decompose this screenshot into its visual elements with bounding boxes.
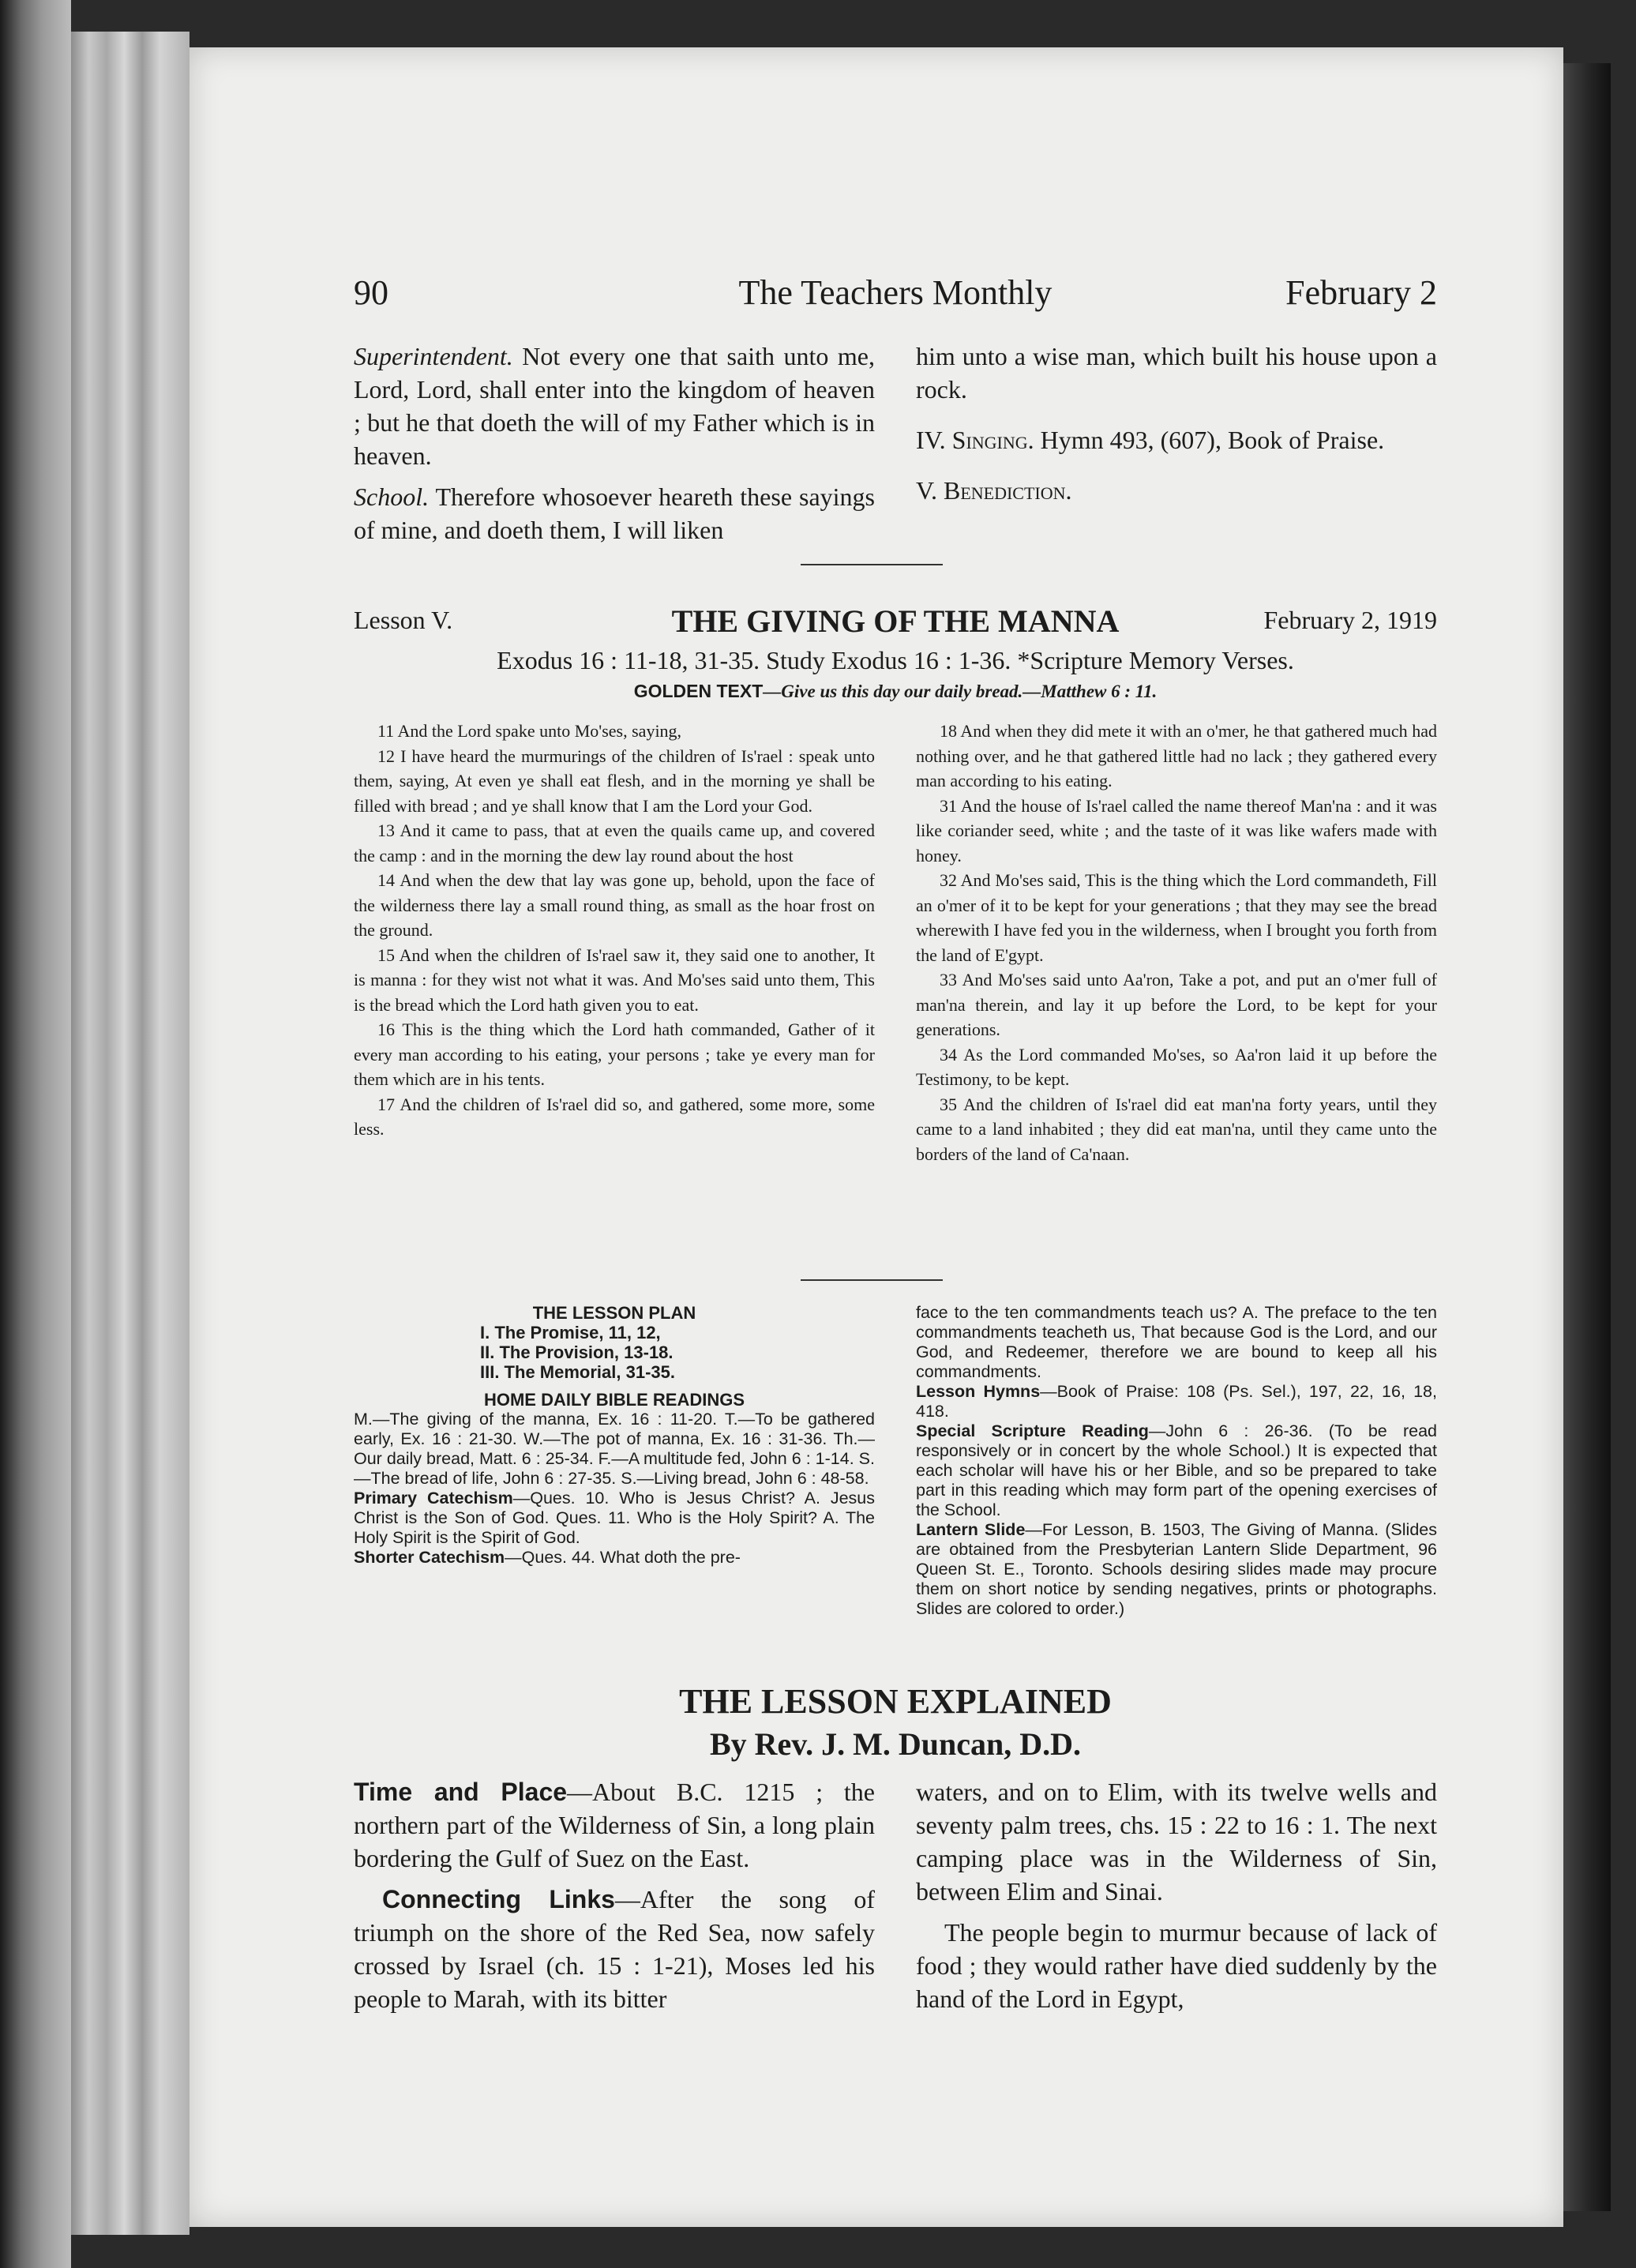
- explained-section: [354, 1775, 1437, 2015]
- page-number: 90: [354, 273, 388, 312]
- verse-14: 14 And when the dew that lay was gone up, behold, upon the face of the wilderness there lay a small round thing, as small as the hoar frost on the ground.: [354, 870, 875, 940]
- top-left-column: [354, 340, 875, 546]
- time-and-place-text: —About B.C. 1215 ; the northern part of the Wilderness of Sin, a long plain bordering the Gulf of Suez on the East.: [354, 1778, 875, 1872]
- plan-item: III. The Memorial, 31-35.: [480, 1362, 675, 1382]
- explained-paragraph: The people begin to murmur because of lack of food ; they would rather have died suddenly by the hand of the Lord in Egypt,: [916, 1918, 1437, 2013]
- primary-catechism-label: Primary Catechism: [354, 1489, 513, 1508]
- lantern-slide-label: Lantern Slide: [916, 1520, 1026, 1539]
- publication-title: The Teachers Monthly: [738, 273, 1053, 312]
- connecting-links-text: —After the song of triumph on the shore of the Red Sea, now safely crossed by Israel (ch. 15 : 1-21), Moses led his people to Marah, with its bitter: [354, 1885, 876, 2013]
- lesson-plan-section: [354, 1303, 1437, 1619]
- continuation-paragraph: him unto a wise man, which built his house upon a rock.: [916, 342, 1437, 404]
- singing-label: Singing.: [951, 426, 1034, 454]
- speaker-school: School.: [354, 483, 430, 511]
- verse-34: 34 As the Lord commanded Mo'ses, so Aa'ron laid it up before the Testimony, to be kept.: [916, 1044, 1437, 1089]
- verse-32: 32 And Mo'ses said, This is the thing which the Lord commandeth, Fill an o'mer of it to be kept for your generations ; that they may see the bread wherewith I have fed you in the wilderness, when I brought you forth from the land of E'gypt.: [916, 870, 1437, 965]
- verse-31: 31 And the house of Is'rael called the name thereof Man'na : and it was like coriander seed, white ; and the taste of it was like wafers made with honey.: [916, 795, 1437, 866]
- top-section: [354, 340, 1437, 546]
- singing-text: Hymn 493, (607), Book of Praise.: [1040, 426, 1385, 454]
- explained-continuation: waters, and on to Elim, with its twelve wells and seventy palm trees, chs. 15 : 22 to 16 : 1. The next camping place was in the Wilderness of Sin, between Elim and Sinai.: [916, 1778, 1437, 1906]
- explained-author: By Rev. J. M. Duncan, D.D.: [709, 1726, 1082, 1762]
- primary-catechism-text: —Ques. 10. Who is Jesus Christ? A. Jesus Christ is the Son of God. Ques. 11. Who is the Holy Spirit? A. The Holy Spirit is the Spirit of God.: [354, 1489, 875, 1547]
- benediction-item: [916, 474, 1437, 507]
- daily-readings: M.—The giving of the manna, Ex. 16 : 11-20. T.—To be gathered early, Ex. 16 : 21-30. W.—The pot of manna, Ex. 16 : 31-36. Th.—Our daily bread, Matt. 6 : 25-34. F.—A multitude fed, John 6 : 1-14. S.—The bread of life, John 6 : 27-35. S.—Living bread, John 6 : 48-58.: [354, 1410, 875, 1488]
- explained-right-column: [916, 1775, 1437, 2015]
- verse-33: 33 And Mo'ses said unto Aa'ron, Take a pot, and put an o'mer full of man'na therein, and lay it up before the Lord, to be kept for your generations.: [916, 970, 1437, 1039]
- lesson-date: February 2, 1919: [1263, 606, 1437, 634]
- book-spine-edge: [71, 32, 189, 2235]
- lantern-slide-text: —For Lesson, B. 1503, The Giving of Manna. (Slides are obtained from the Presbyterian Lantern Slide Department, 96 Queen St. E., Toronto. Schools desiring slides made may procure them on short notice by sending negatives, prints or photographs. Slides are colored to order.): [916, 1520, 1437, 1618]
- lesson-heading: [354, 603, 1437, 642]
- primary-catechism: [354, 1489, 875, 1548]
- connecting-links: [354, 1883, 875, 2015]
- singing-numeral: IV.: [916, 426, 946, 454]
- golden-text: [354, 681, 1437, 702]
- lesson-hymns-label: Lesson Hymns: [916, 1382, 1041, 1401]
- golden-text-verse: —Give us this day our daily bread.—Matthew 6 : 11.: [763, 682, 1158, 701]
- benediction-label: Benediction.: [943, 476, 1072, 505]
- shorter-catechism-label: Shorter Catechism: [354, 1548, 505, 1567]
- plan-item: I. The Promise, 11, 12,: [480, 1323, 661, 1342]
- speaker-superintendent: Superintendent.: [354, 342, 513, 370]
- verse-13: 13 And it came to pass, that at even the quails came up, and covered the camp : and in the morning the dew lay round about the host: [354, 820, 875, 866]
- special-reading-text: —John 6 : 26-36. (To be read responsively or in concert by the whole School.) It is expected that each scholar will have his or her Bible, and so be prepared to take part in this reading which may form part of the opening exercises of the School.: [916, 1421, 1437, 1519]
- verses-right-column: [916, 719, 1437, 1166]
- verse-16: 16 This is the thing which the Lord hath commanded, Gather of it every man according to his eating, your persons ; take ye every man for them which are in his tents.: [354, 1019, 875, 1089]
- scripture-references: Exodus 16 : 11-18, 31-35. Study Exodus 16 : 1-36. *Scripture Memory Verses.: [497, 646, 1294, 674]
- scan-left-edge: [0, 0, 71, 2268]
- special-scripture-reading: [916, 1421, 1437, 1520]
- special-reading-label: Special Scripture Reading: [916, 1421, 1149, 1440]
- lesson-hymns: [916, 1382, 1437, 1421]
- singing-item: [916, 423, 1437, 456]
- daily-readings-heading: HOME DAILY BIBLE READINGS: [483, 1390, 745, 1410]
- school-paragraph: [354, 480, 875, 546]
- lesson-plan-heading: THE LESSON PLAN: [532, 1303, 696, 1323]
- lesson-title: THE GIVING OF THE MANNA: [671, 603, 1120, 639]
- shorter-catechism: [354, 1548, 875, 1568]
- header-date: February 2: [1285, 273, 1437, 312]
- superintendent-text: Not every one that saith unto me, Lord, Lord, shall enter into the kingdom of heaven ; but he that doeth the will of my Father which is in heaven.: [354, 342, 876, 470]
- verse-12: 12 I have heard the murmurings of the children of Is'rael : speak unto them, saying, At even ye shall eat flesh, and in the morning ye shall be filled with bread ; and ye shall know that I am the Lord your God.: [354, 745, 875, 816]
- verse-18: 18 And when they did mete it with an o'mer, he that gathered much had nothing over, and he that gathered little had no lack ; they gathered every man according to his eating.: [916, 721, 1437, 790]
- superintendent-paragraph: [354, 340, 875, 472]
- divider-rule: [801, 564, 943, 565]
- scripture-passage: [354, 719, 1437, 1166]
- verse-15: 15 And when the children of Is'rael saw it, they said one to another, It is manna : for they wist not what it was. And Mo'ses said unto them, This is the bread which the Lord hath given you to eat.: [354, 944, 875, 1015]
- explained-left-column: [354, 1775, 875, 2015]
- plan-right-column: [916, 1303, 1437, 1619]
- time-and-place: [354, 1775, 875, 1875]
- shorter-catechism-text: —Ques. 44. What doth the pre-: [505, 1548, 741, 1567]
- golden-text-label: GOLDEN TEXT: [633, 681, 764, 701]
- lantern-slide: [916, 1520, 1437, 1619]
- plan-left-column: [354, 1303, 875, 1619]
- time-and-place-label: Time and Place: [354, 1778, 568, 1806]
- school-text: Therefore whosoever heareth these sayings of mine, and doeth them, I will liken: [354, 483, 876, 544]
- catechism-continuation: face to the ten commandments teach us? A. The preface to the ten commandments teacheth us, That because God is the Lord, and our God, and Redeemer, therefore we are bound to keep all his commandments.: [916, 1303, 1437, 1381]
- verses-left-column: [354, 719, 875, 1166]
- lesson-label: Lesson V.: [354, 606, 453, 634]
- lesson-hymns-text: —Book of Praise: 108 (Ps. Sel.), 197, 22, 16, 18, 418.: [916, 1382, 1437, 1421]
- scan-right-edge: [1563, 63, 1611, 2211]
- running-header: [354, 272, 1437, 320]
- benediction-numeral: V.: [916, 476, 937, 505]
- explained-title: THE LESSON EXPLAINED: [679, 1682, 1112, 1721]
- connecting-links-label: Connecting Links: [382, 1885, 615, 1913]
- verse-35: 35 And the children of Is'rael did eat man'na forty years, until they came to a land inhabited ; they did eat man'na, until they came unto the borders of the land of Ca'naan.: [916, 1094, 1437, 1164]
- divider-rule: [801, 1279, 943, 1281]
- plan-item: II. The Provision, 13-18.: [480, 1342, 674, 1362]
- verse-17: 17 And the children of Is'rael did so, and gathered, some more, some less.: [354, 1094, 875, 1139]
- verse-11: 11 And the Lord spake unto Mo'ses, saying,: [377, 721, 682, 741]
- top-right-column: [916, 340, 1437, 546]
